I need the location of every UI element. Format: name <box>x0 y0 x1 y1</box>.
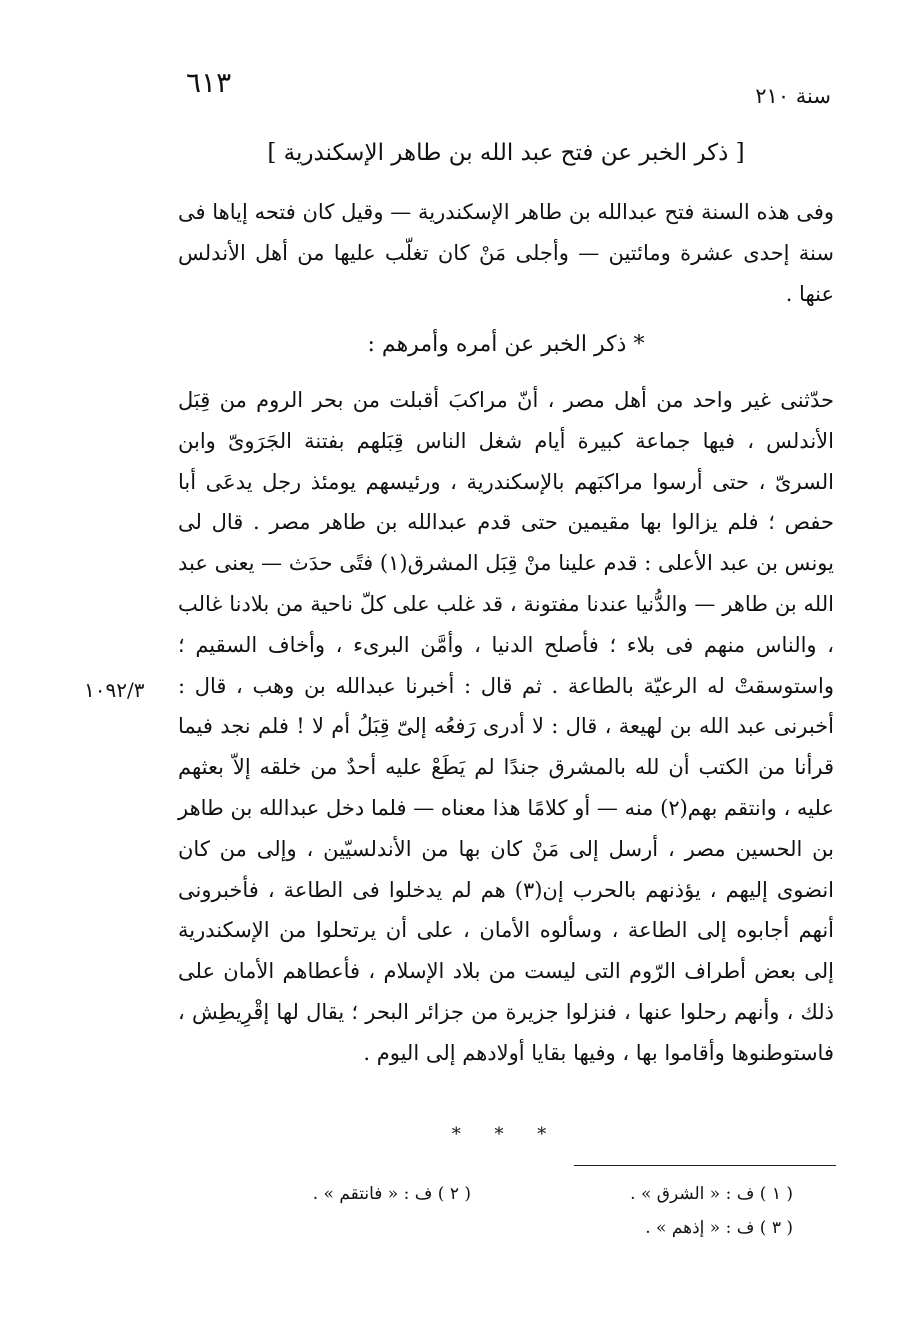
footnote-1: ( ١ ) ف : « الشرق » . <box>630 1184 793 1204</box>
footnote-3: ( ٣ ) ف : « إذهم » . <box>645 1218 793 1238</box>
paragraph-conquest: وفى هذه السنة فتح عبدالله بن طاهر الإسكندرية — وقيل كان فتحه إياها فى سنة إحدى عشرة ومائتين — وأجلى مَنْ كان تغلّب عليها من أهل الأندلس عنها . <box>178 200 834 306</box>
running-header-year: سنة ٢١٠ <box>755 84 831 108</box>
paragraph-account: حدّثنى غير واحد من أهل مصر ، أنّ مراكبَ أقبلت من بحر الروم من قِبَل الأندلس ، فيها جماعة كبيرة أيام شغل الناس قِبَلهم بفتنة الجَرَوىّ وابن السرىّ ، حتى أرسوا مراكبَهم بالإسكندرية ، ورئيسهم يومئذ رجل يدعَى أبا حفص ؛ فلم يزالوا بها مقيمين حتى قدم عبدالله بن طاهر مصر . قال لى يونس بن عبد الأعلى : قدم علينا منْ قِبَل المشرق(١) فتًى حدَث — يعنى عبد الله بن طاهر — والدُّنيا عندنا مفتونة ، قد غلب على كلّ ناحية من بلادنا غالب ، والناس منهم فى بلاء ؛ فأصلح الدنيا ، وأمَّن البرىء ، وأخاف السقيم ؛ واستوسقتْ له الرعيّة بالطاعة . ثم قال : أخبرنا عبدالله بن وهب ، قال : أخبرنى عبد الله بن لهيعة ، قال : لا أدرى رَفعُه إلىّ قِبَلُ أم لا ! فلم نجد فيما قرأنا من الكتب أن لله بالمشرق جندًا لم يَطَعْ عليه أحدٌ من خلقه إلاّ بعثهم عليه ، وانتقم بهم(٢) منه — أو كلامًا هذا معناه — فلما دخل عبدالله بن طاهر بن الحسين مصر ، أرسل إلى مَنْ كان بها من الأندلسيّين ، وإلى من كان انضوى إليهم ، يؤذنهم بالحرب إن(٣) هم لم يدخلوا فى الطاعة ، فأخبرونى أنهم أجابوه إلى الطاعة ، وسألوه الأمان ، على أن يرتحلوا من الإسكندرية إلى بعض أطراف الرّوم التى ليست من بلاد الإسلام ، فأعطاهم الأمان على ذلك ، وأنهم رحلوا عنها ، فنزلوا جزيرة من جزائر البحر ؛ يقال لها إقْرِيطِش ، فاستوطنوها وأقاموا بها ، وفيها بقايا أولادهم إلى اليوم . <box>178 388 834 1065</box>
section-heading-account: * ذكر الخبر عن أمره وأمرهم : <box>367 332 645 357</box>
margin-page-reference: ١٠٩٢/٣ <box>84 678 145 702</box>
footnote-divider <box>574 1165 836 1166</box>
footnote-2: ( ٢ ) ف : « فانتقم » . <box>312 1184 471 1204</box>
section-end-ornament: * * * <box>451 1124 561 1145</box>
section-heading-conquest: [ ذكر الخبر عن فتح عبد الله بن طاهر الإسكندرية ] <box>267 140 745 166</box>
page-number: ٦١٣ <box>186 66 232 99</box>
